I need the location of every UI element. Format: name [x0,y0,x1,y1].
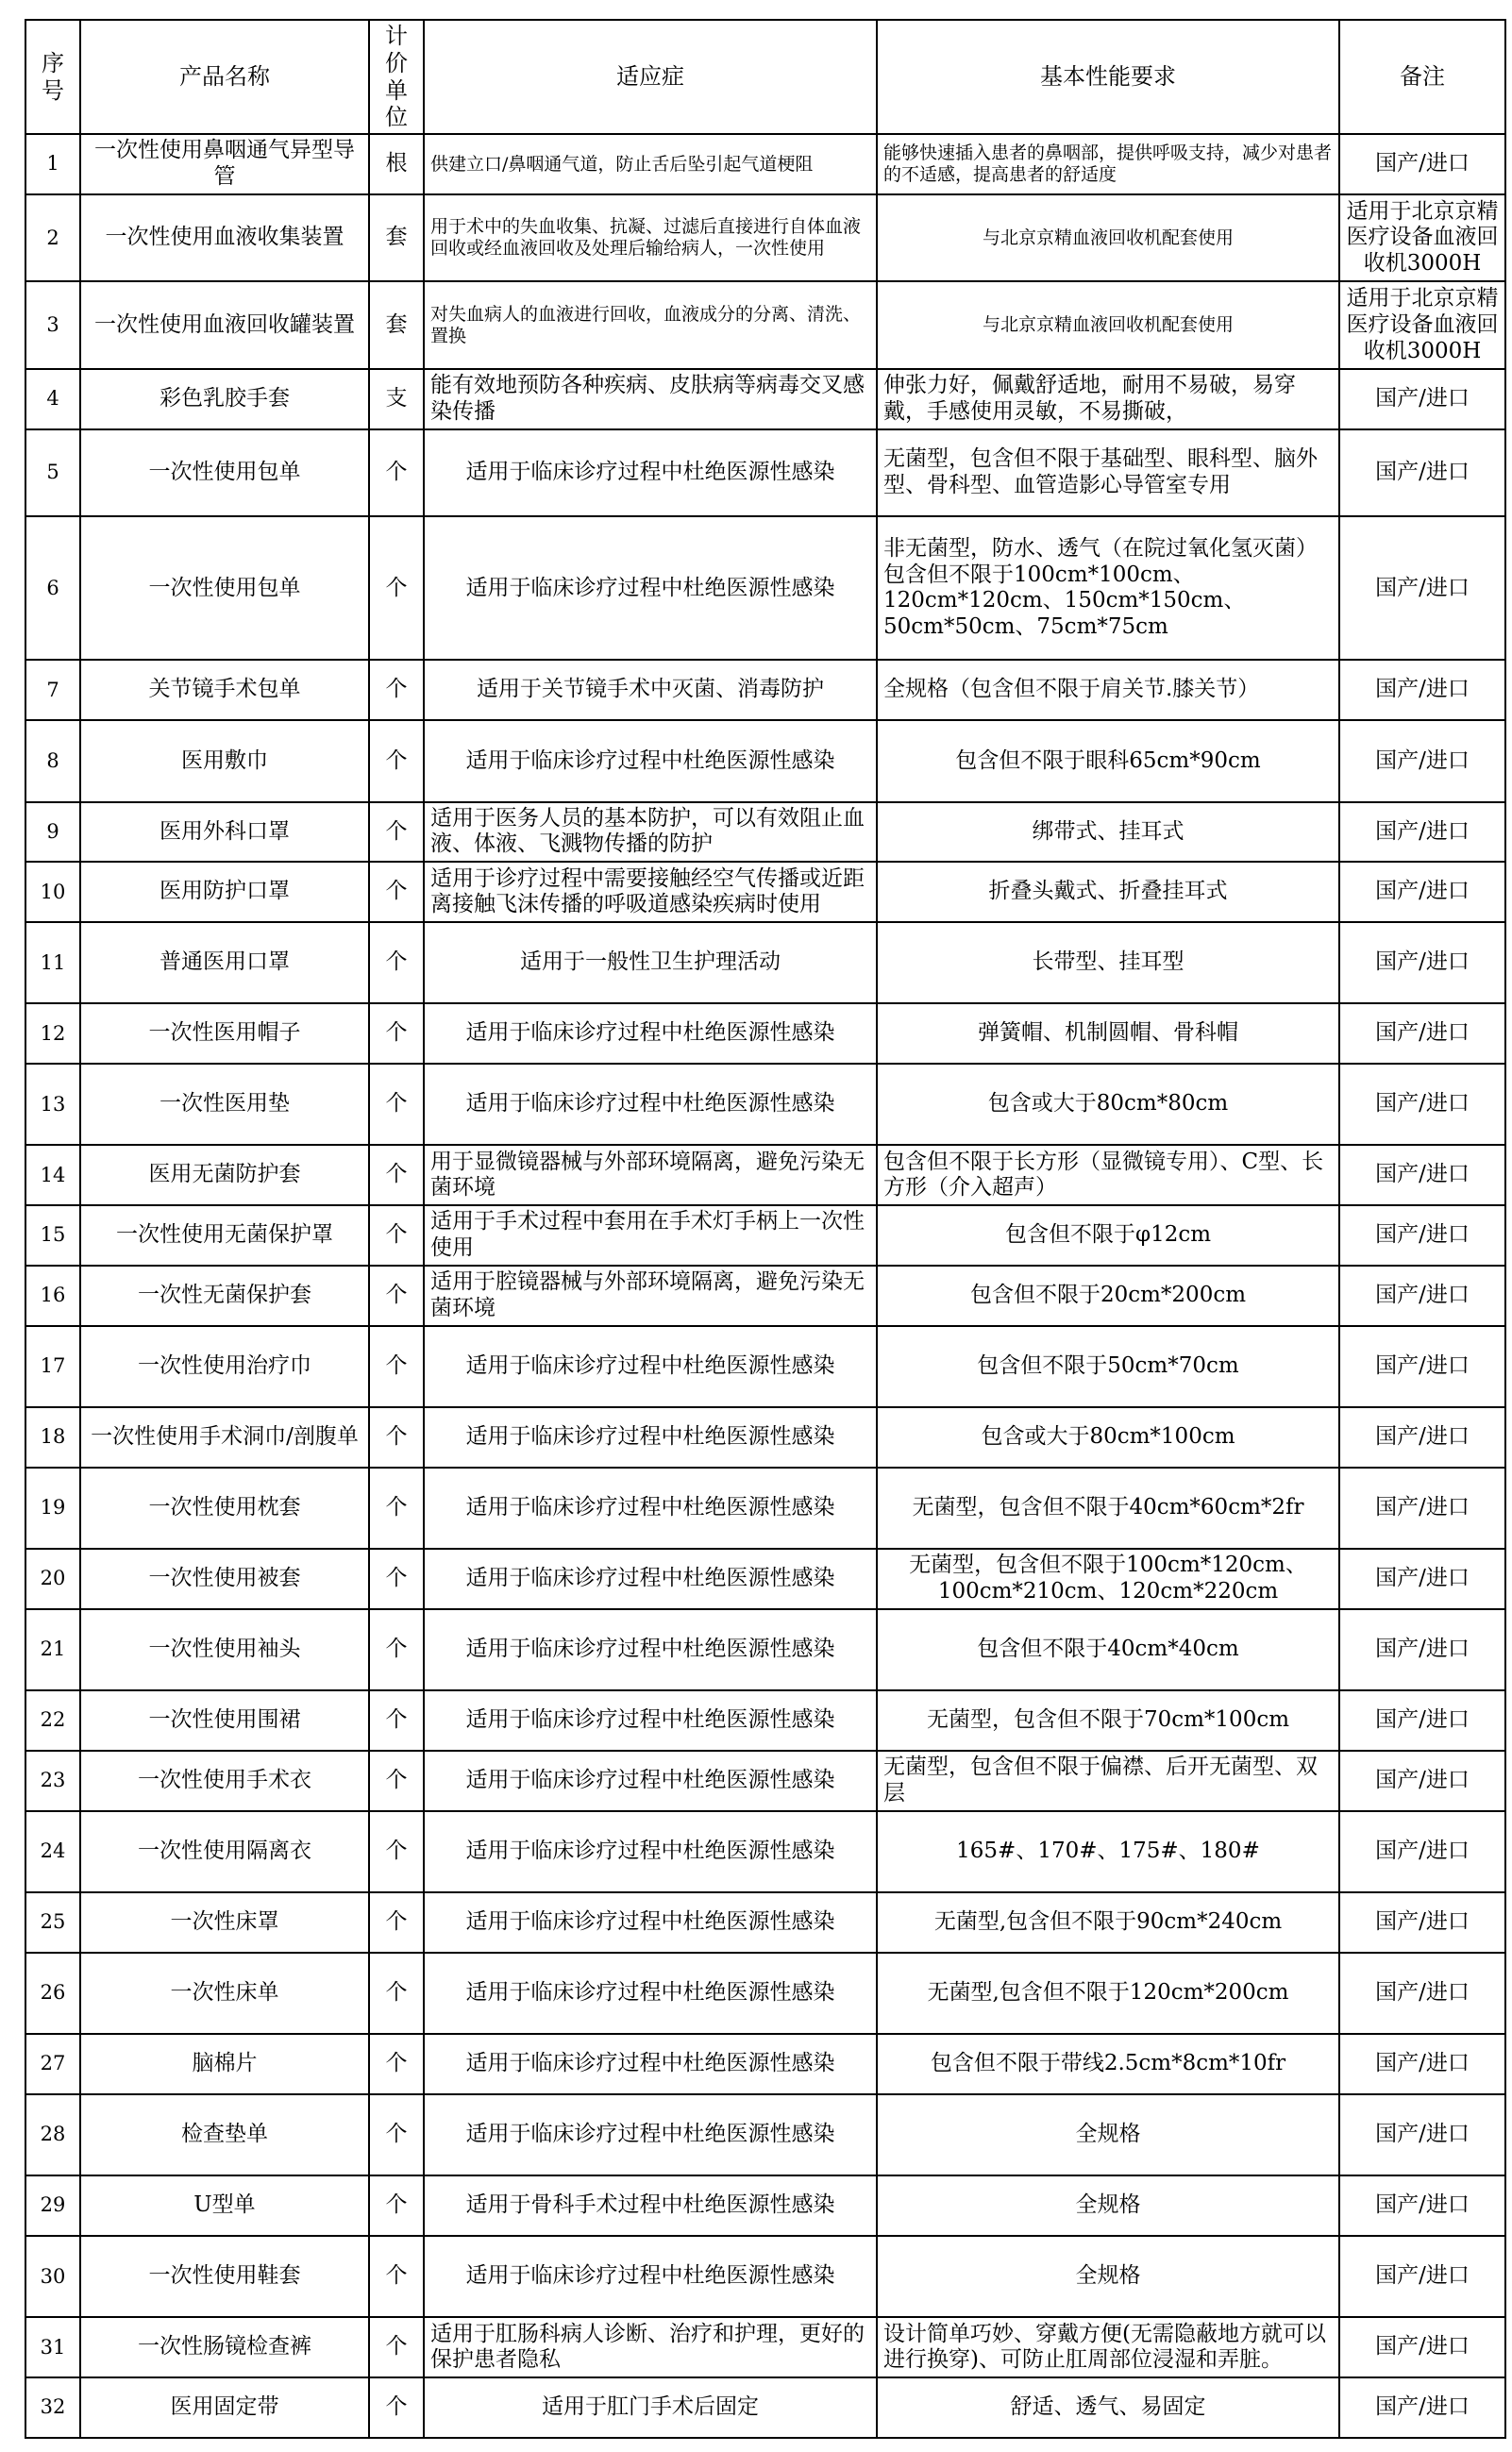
row-unit: 个 [369,2094,424,2175]
row-seq: 5 [25,429,80,517]
row-unit: 个 [369,1326,424,1407]
table-row [25,281,1505,369]
row-unit: 个 [369,2236,424,2317]
row-name: 一次性使用枕套 [80,1468,369,1549]
row-indication: 适用于腔镜器械与外部环境隔离，避免污染无菌环境 [424,1266,877,1326]
row-indication: 适用于临床诊疗过程中杜绝医源性感染 [424,1407,877,1468]
row-name: 一次性使用治疗巾 [80,1326,369,1407]
row-remark: 适用于北京京精医疗设备血液回收机3000H [1339,281,1505,369]
row-indication: 适用于临床诊疗过程中杜绝医源性感染 [424,1751,877,1811]
row-performance: 无菌型,包含但不限于90cm*240cm [877,1892,1339,1953]
row-name: 一次性床罩 [80,1892,369,1953]
row-unit: 个 [369,720,424,801]
table-row [25,2034,1505,2094]
row-seq: 4 [25,369,80,429]
row-unit: 个 [369,1953,424,2034]
row-seq: 29 [25,2175,80,2236]
row-unit: 套 [369,194,424,282]
row-seq: 14 [25,1145,80,1205]
row-remark: 国产/进口 [1339,1811,1505,1892]
row-performance: 包含但不限于眼科65cm*90cm [877,720,1339,801]
header-unit: 计价单位 [369,20,424,134]
table-row [25,1953,1505,2034]
row-name: 一次性使用手术洞巾/剖腹单 [80,1407,369,1468]
row-indication: 适用于临床诊疗过程中杜绝医源性感染 [424,1549,877,1609]
header-performance: 基本性能要求 [877,20,1339,134]
row-unit: 个 [369,1003,424,1064]
row-indication: 适用于临床诊疗过程中杜绝医源性感染 [424,516,877,660]
row-remark: 国产/进口 [1339,2317,1505,2377]
row-indication: 适用于临床诊疗过程中杜绝医源性感染 [424,429,877,517]
row-indication: 适用于关节镜手术中灭菌、消毒防护 [424,660,877,720]
row-performance: 包含但不限于φ12cm [877,1205,1339,1266]
row-remark: 国产/进口 [1339,1468,1505,1549]
row-seq: 20 [25,1549,80,1609]
row-name: 一次性使用围裙 [80,1690,369,1751]
row-unit: 个 [369,2377,424,2438]
row-indication: 供建立口/鼻咽通气道，防止舌后坠引起气道梗阻 [424,134,877,194]
row-seq: 13 [25,1064,80,1145]
row-indication: 适用于临床诊疗过程中杜绝医源性感染 [424,1064,877,1145]
row-indication: 适用于临床诊疗过程中杜绝医源性感染 [424,2034,877,2094]
row-name: 医用外科口罩 [80,802,369,863]
table-row [25,1326,1505,1407]
table-row [25,2094,1505,2175]
row-indication: 适用于临床诊疗过程中杜绝医源性感染 [424,1690,877,1751]
row-remark: 国产/进口 [1339,1145,1505,1205]
row-remark: 适用于北京京精医疗设备血液回收机3000H [1339,194,1505,282]
row-indication: 适用于临床诊疗过程中杜绝医源性感染 [424,1953,877,2034]
row-seq: 30 [25,2236,80,2317]
row-remark: 国产/进口 [1339,720,1505,801]
table-row [25,134,1505,194]
row-performance: 与北京京精血液回收机配套使用 [877,194,1339,282]
table-row [25,1266,1505,1326]
row-remark: 国产/进口 [1339,1892,1505,1953]
table-row [25,2175,1505,2236]
table-row [25,1549,1505,1609]
row-performance: 包含但不限于带线2.5cm*8cm*10fr [877,2034,1339,2094]
row-name: 彩色乳胶手套 [80,369,369,429]
row-name: 检查垫单 [80,2094,369,2175]
table-row [25,1609,1505,1690]
row-performance: 全规格 [877,2094,1339,2175]
table-row [25,2236,1505,2317]
row-seq: 18 [25,1407,80,1468]
row-performance: 舒适、透气、易固定 [877,2377,1339,2438]
row-remark: 国产/进口 [1339,1549,1505,1609]
row-performance: 非无菌型，防水、透气（在院过氧化氢灭菌）包含但不限于100cm*100cm、120cm*120cm、150cm*150cm、50cm*50cm、75cm*75cm [877,516,1339,660]
row-indication: 适用于肛门手术后固定 [424,2377,877,2438]
row-indication: 用于显微镜器械与外部环境隔离，避免污染无菌环境 [424,1145,877,1205]
row-seq: 9 [25,802,80,863]
row-name: 一次性使用手术衣 [80,1751,369,1811]
table-row [25,1407,1505,1468]
row-unit: 个 [369,2034,424,2094]
row-performance: 165#、170#、175#、180# [877,1811,1339,1892]
table-row [25,660,1505,720]
row-remark: 国产/进口 [1339,429,1505,517]
table-row [25,1064,1505,1145]
row-indication: 适用于一般性卫生护理活动 [424,922,877,1003]
row-name: 普通医用口罩 [80,922,369,1003]
row-name: 一次性使用袖头 [80,1609,369,1690]
row-unit: 个 [369,1892,424,1953]
row-name: 一次性床单 [80,1953,369,2034]
row-remark: 国产/进口 [1339,369,1505,429]
table-row [25,922,1505,1003]
row-performance: 全规格（包含但不限于肩关节.膝关节） [877,660,1339,720]
row-indication: 适用于临床诊疗过程中杜绝医源性感染 [424,1468,877,1549]
row-seq: 22 [25,1690,80,1751]
row-remark: 国产/进口 [1339,660,1505,720]
row-name: 一次性使用血液收集装置 [80,194,369,282]
header-seq: 序号 [25,20,80,134]
table-row [25,1751,1505,1811]
row-seq: 19 [25,1468,80,1549]
row-name: 一次性使用隔离衣 [80,1811,369,1892]
row-unit: 个 [369,1690,424,1751]
table-row [25,1145,1505,1205]
row-name: 一次性使用包单 [80,429,369,517]
table-row [25,802,1505,863]
row-remark: 国产/进口 [1339,1064,1505,1145]
row-indication: 用于术中的失血收集、抗凝、过滤后直接进行自体血液回收或经血液回收及处理后输给病人，一次性使用 [424,194,877,282]
row-remark: 国产/进口 [1339,2175,1505,2236]
row-name: 一次性使用鞋套 [80,2236,369,2317]
table-row [25,1003,1505,1064]
row-performance: 包含但不限于50cm*70cm [877,1326,1339,1407]
row-unit: 个 [369,1064,424,1145]
row-remark: 国产/进口 [1339,1326,1505,1407]
header-row [25,20,1505,134]
table-row [25,1205,1505,1266]
row-seq: 17 [25,1326,80,1407]
row-indication: 适用于诊疗过程中需要接触经空气传播或近距离接触飞沫传播的呼吸道感染疾病时使用 [424,862,877,922]
row-unit: 个 [369,1145,424,1205]
row-performance: 无菌型,包含但不限于120cm*200cm [877,1953,1339,2034]
row-name: 一次性使用鼻咽通气异型导管 [80,134,369,194]
row-performance: 长带型、挂耳型 [877,922,1339,1003]
row-unit: 个 [369,1205,424,1266]
row-performance: 无菌型，包含但不限于70cm*100cm [877,1690,1339,1751]
row-remark: 国产/进口 [1339,516,1505,660]
row-remark: 国产/进口 [1339,862,1505,922]
row-seq: 32 [25,2377,80,2438]
table-row [25,194,1505,282]
row-performance: 无菌型，包含但不限于基础型、眼科型、脑外型、骨科型、血管造影心导管室专用 [877,429,1339,517]
row-performance: 包含但不限于40cm*40cm [877,1609,1339,1690]
row-remark: 国产/进口 [1339,1205,1505,1266]
row-unit: 个 [369,1609,424,1690]
row-name: 医用敷巾 [80,720,369,801]
row-seq: 27 [25,2034,80,2094]
row-unit: 个 [369,429,424,517]
row-name: 一次性肠镜检查裤 [80,2317,369,2377]
row-seq: 3 [25,281,80,369]
row-unit: 个 [369,1811,424,1892]
row-unit: 个 [369,1407,424,1468]
row-seq: 15 [25,1205,80,1266]
row-seq: 24 [25,1811,80,1892]
row-seq: 26 [25,1953,80,2034]
row-seq: 11 [25,922,80,1003]
row-unit: 个 [369,922,424,1003]
row-seq: 6 [25,516,80,660]
row-performance: 设计简单巧妙、穿戴方便(无需隐蔽地方就可以进行换穿)、可防止肛周部位浸湿和弄脏。 [877,2317,1339,2377]
row-name: 医用固定带 [80,2377,369,2438]
table-row [25,1690,1505,1751]
row-indication: 适用于临床诊疗过程中杜绝医源性感染 [424,720,877,801]
row-name: 医用无菌防护套 [80,1145,369,1205]
row-remark: 国产/进口 [1339,2236,1505,2317]
row-performance: 与北京京精血液回收机配套使用 [877,281,1339,369]
row-indication: 适用于临床诊疗过程中杜绝医源性感染 [424,1609,877,1690]
row-indication: 适用于临床诊疗过程中杜绝医源性感染 [424,1003,877,1064]
row-indication: 对失血病人的血液进行回收，血液成分的分离、清洗、置换 [424,281,877,369]
header-name: 产品名称 [80,20,369,134]
row-remark: 国产/进口 [1339,2377,1505,2438]
row-remark: 国产/进口 [1339,2034,1505,2094]
table-row [25,2377,1505,2438]
row-unit: 个 [369,862,424,922]
row-indication: 适用于临床诊疗过程中杜绝医源性感染 [424,2236,877,2317]
row-unit: 个 [369,660,424,720]
row-performance: 绑带式、挂耳式 [877,802,1339,863]
row-performance: 包含或大于80cm*100cm [877,1407,1339,1468]
row-unit: 个 [369,1549,424,1609]
row-remark: 国产/进口 [1339,134,1505,194]
row-performance: 伸张力好，佩戴舒适地，耐用不易破，易穿戴，手感使用灵敏，不易撕破， [877,369,1339,429]
row-name: 一次性使用包单 [80,516,369,660]
row-seq: 16 [25,1266,80,1326]
table-row [25,516,1505,660]
row-name: 关节镜手术包单 [80,660,369,720]
row-name: 一次性使用被套 [80,1549,369,1609]
row-remark: 国产/进口 [1339,922,1505,1003]
row-seq: 10 [25,862,80,922]
row-remark: 国产/进口 [1339,1003,1505,1064]
row-unit: 个 [369,802,424,863]
row-unit: 个 [369,2175,424,2236]
row-remark: 国产/进口 [1339,1953,1505,2034]
row-name: 一次性无菌保护套 [80,1266,369,1326]
row-remark: 国产/进口 [1339,1609,1505,1690]
row-performance: 无菌型，包含但不限于40cm*60cm*2fr [877,1468,1339,1549]
row-performance: 全规格 [877,2175,1339,2236]
row-performance: 包含或大于80cm*80cm [877,1064,1339,1145]
table-row [25,1811,1505,1892]
row-performance: 折叠头戴式、折叠挂耳式 [877,862,1339,922]
table-row [25,862,1505,922]
table-row [25,2317,1505,2377]
row-seq: 28 [25,2094,80,2175]
row-unit: 套 [369,281,424,369]
table-row [25,369,1505,429]
row-unit: 个 [369,1266,424,1326]
row-remark: 国产/进口 [1339,1751,1505,1811]
row-name: 医用防护口罩 [80,862,369,922]
row-name: 一次性医用帽子 [80,1003,369,1064]
row-name: 一次性使用血液回收罐装置 [80,281,369,369]
row-name: 一次性使用无菌保护罩 [80,1205,369,1266]
row-unit: 个 [369,2317,424,2377]
row-performance: 能够快速插入患者的鼻咽部，提供呼吸支持，减少对患者的不适感，提高患者的舒适度 [877,134,1339,194]
row-remark: 国产/进口 [1339,1266,1505,1326]
row-unit: 个 [369,516,424,660]
row-indication: 能有效地预防各种疾病、皮肤病等病毒交叉感染传播 [424,369,877,429]
row-remark: 国产/进口 [1339,1407,1505,1468]
row-remark: 国产/进口 [1339,1690,1505,1751]
row-unit: 个 [369,1751,424,1811]
row-performance: 包含但不限于长方形（显微镜专用）、C型、长方形（介入超声） [877,1145,1339,1205]
row-indication: 适用于临床诊疗过程中杜绝医源性感染 [424,1811,877,1892]
header-indication: 适应症 [424,20,877,134]
row-seq: 7 [25,660,80,720]
row-seq: 25 [25,1892,80,1953]
row-unit: 支 [369,369,424,429]
row-performance: 全规格 [877,2236,1339,2317]
row-indication: 适用于医务人员的基本防护，可以有效阻止血液、体液、飞溅物传播的防护 [424,802,877,863]
row-seq: 21 [25,1609,80,1690]
row-remark: 国产/进口 [1339,2094,1505,2175]
row-remark: 国产/进口 [1339,802,1505,863]
row-seq: 2 [25,194,80,282]
product-table [25,19,1506,2439]
table-row [25,1468,1505,1549]
row-indication: 适用于临床诊疗过程中杜绝医源性感染 [424,2094,877,2175]
row-unit: 根 [369,134,424,194]
row-indication: 适用于骨科手术过程中杜绝医源性感染 [424,2175,877,2236]
row-performance: 弹簧帽、机制圆帽、骨科帽 [877,1003,1339,1064]
row-performance: 无菌型，包含但不限于偏襟、后开无菌型、双层 [877,1751,1339,1811]
row-indication: 适用于临床诊疗过程中杜绝医源性感染 [424,1892,877,1953]
row-performance: 包含但不限于20cm*200cm [877,1266,1339,1326]
table-row [25,720,1505,801]
row-indication: 适用于肛肠科病人诊断、治疗和护理，更好的保护患者隐私 [424,2317,877,2377]
row-performance: 无菌型，包含但不限于100cm*120cm、100cm*210cm、120cm*220cm [877,1549,1339,1609]
row-seq: 31 [25,2317,80,2377]
row-name: 一次性医用垫 [80,1064,369,1145]
row-seq: 1 [25,134,80,194]
table-row [25,1892,1505,1953]
header-remark: 备注 [1339,20,1505,134]
row-indication: 适用于手术过程中套用在手术灯手柄上一次性使用 [424,1205,877,1266]
row-name: U型单 [80,2175,369,2236]
row-seq: 8 [25,720,80,801]
row-seq: 23 [25,1751,80,1811]
row-indication: 适用于临床诊疗过程中杜绝医源性感染 [424,1326,877,1407]
row-seq: 12 [25,1003,80,1064]
row-unit: 个 [369,1468,424,1549]
table-row [25,429,1505,517]
row-name: 脑棉片 [80,2034,369,2094]
